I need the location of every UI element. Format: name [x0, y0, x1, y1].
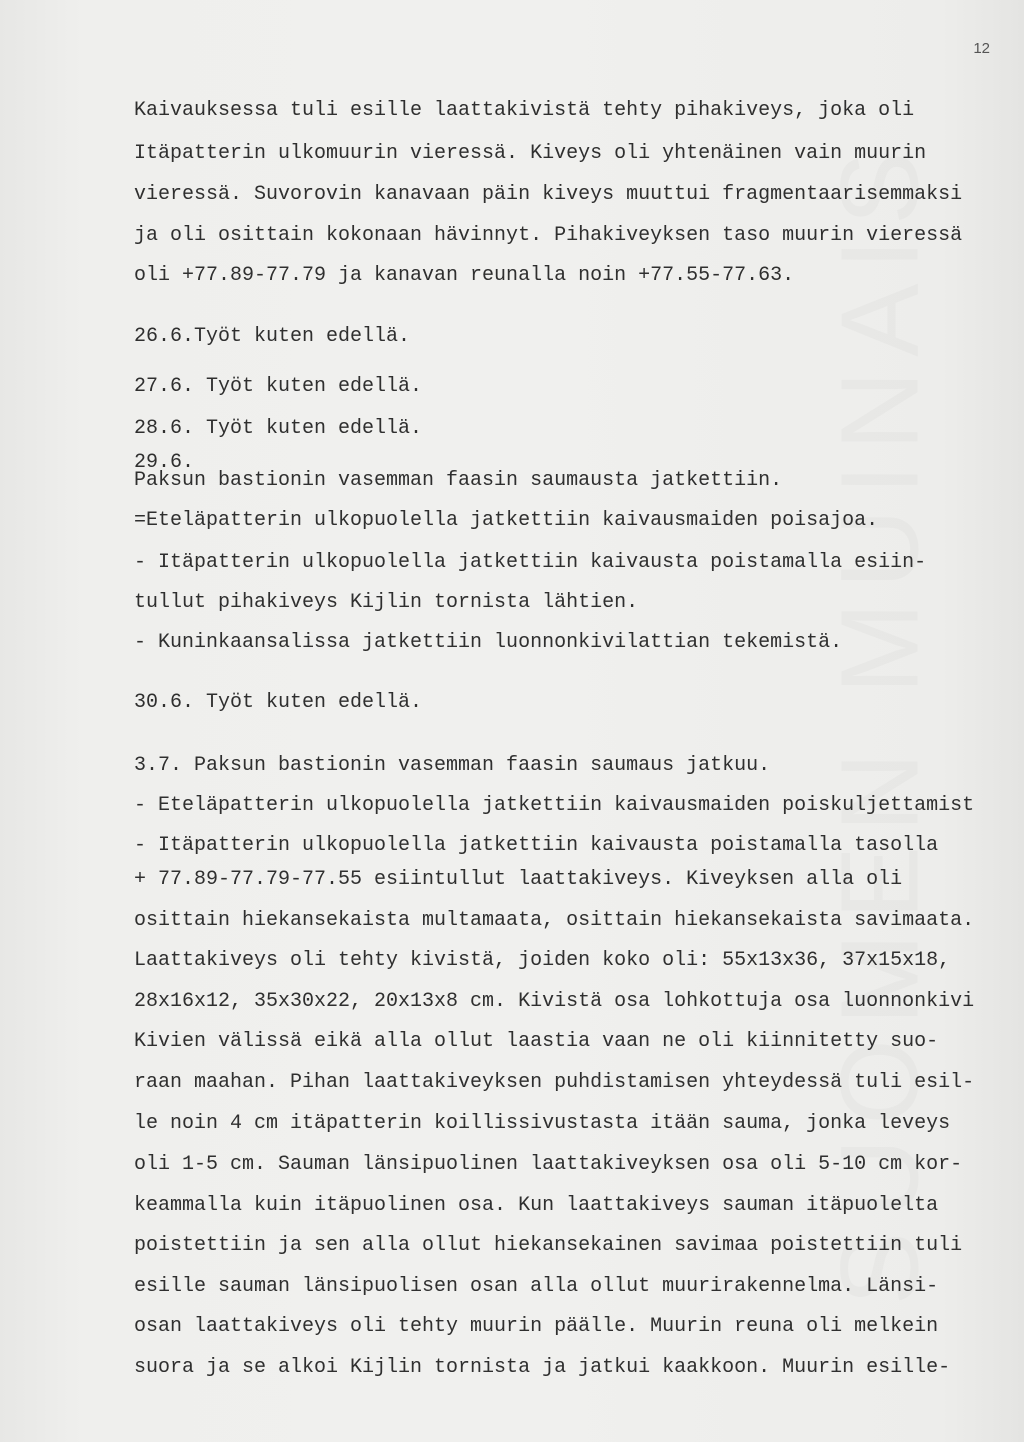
text-line: Paksun bastionin vasemman faasin saumausta jatkettiin. [134, 469, 783, 492]
text-line: oli +77.89-77.79 ja kanavan reunalla noin +77.55-77.63. [134, 264, 795, 287]
page-number: 12 [973, 40, 990, 57]
typewritten-text [134, 97, 1014, 1379]
text-line: oli 1-5 cm. Sauman länsipuolinen laattakiveyksen osa oli 5-10 cm kor- [134, 1153, 963, 1176]
text-line: suora ja se alkoi Kijlin tornista ja jatkui kaakkoon. Muurin esille- [134, 1356, 951, 1379]
text-line: poistettiin ja sen alla ollut hiekansekainen savimaa poistettiin tuli [134, 1234, 963, 1257]
text-line: Kaivauksessa tuli esille laattakivistä tehty pihakiveys, joka oli [134, 99, 915, 122]
text-line: Itäpatterin ulkomuurin vieressä. Kiveys oli yhtenäinen vain muurin [134, 142, 927, 165]
text-line: 28.6. Työt kuten edellä. [134, 417, 423, 440]
text-line: Laattakiveys oli tehty kivistä, joiden koko oli: 55x13x36, 37x15x18, [134, 949, 951, 972]
text-line: - Eteläpatterin ulkopuolella jatkettiin kaivausmaiden poiskuljettamist [134, 794, 975, 817]
text-line: - Itäpatterin ulkopuolella jatkettiin kaivausta poistamalla tasolla [134, 834, 939, 857]
text-line: tullut pihakiveys Kijlin tornista lähtien. [134, 591, 639, 614]
text-line: keammalla kuin itäpuolinen osa. Kun laattakiveys sauman itäpuolelta [134, 1194, 939, 1217]
text-line: =Eteläpatterin ulkopuolella jatkettiin kaivausmaiden poisajoa. [134, 509, 879, 532]
text-line: 3.7. Paksun bastionin vasemman faasin saumaus jatkuu. [134, 754, 771, 777]
text-line: 30.6. Työt kuten edellä. [134, 691, 423, 714]
text-line: vieressä. Suvorovin kanavaan päin kiveys muuttui fragmentaarisemmaksi [134, 183, 963, 206]
text-line: Kivien välissä eikä alla ollut laastia vaan ne oli kiinnitetty suo- [134, 1030, 939, 1053]
text-line: - Kuninkaansalissa jatkettiin luonnonkivilattian tekemistä. [134, 631, 843, 654]
text-line: osan laattakiveys oli tehty muurin päälle. Muurin reuna oli melkein [134, 1315, 939, 1338]
text-line: 26.6.Työt kuten edellä. [134, 325, 411, 348]
text-line: 29.6. [134, 451, 195, 474]
text-line: raan maahan. Pihan laattakiveyksen puhdistamisen yhteydessä tuli esil- [134, 1071, 975, 1094]
text-line: 28x16x12, 35x30x22, 20x13x8 cm. Kivistä osa lohkottuja osa luonnonkivi [134, 990, 975, 1013]
text-line: 27.6. Työt kuten edellä. [134, 375, 423, 398]
text-line: ja oli osittain kokonaan hävinnyt. Pihakiveyksen taso muurin vieressä [134, 224, 963, 247]
text-line: - Itäpatterin ulkopuolella jatkettiin kaivausta poistamalla esiin- [134, 551, 927, 574]
text-line: + 77.89-77.79-77.55 esiintullut laattakiveys. Kiveyksen alla oli [134, 868, 903, 891]
archive-watermark: SUOMEN MUINAIS [818, 137, 942, 1305]
text-line: osittain hiekansekaista multamaata, osittain hiekansekaista savimaata. [134, 909, 975, 932]
text-line: esille sauman länsipuolisen osan alla ollut muurirakennelma. Länsi- [134, 1275, 939, 1298]
text-line: le noin 4 cm itäpatterin koillissivustasta itään sauma, jonka leveys [134, 1112, 951, 1135]
